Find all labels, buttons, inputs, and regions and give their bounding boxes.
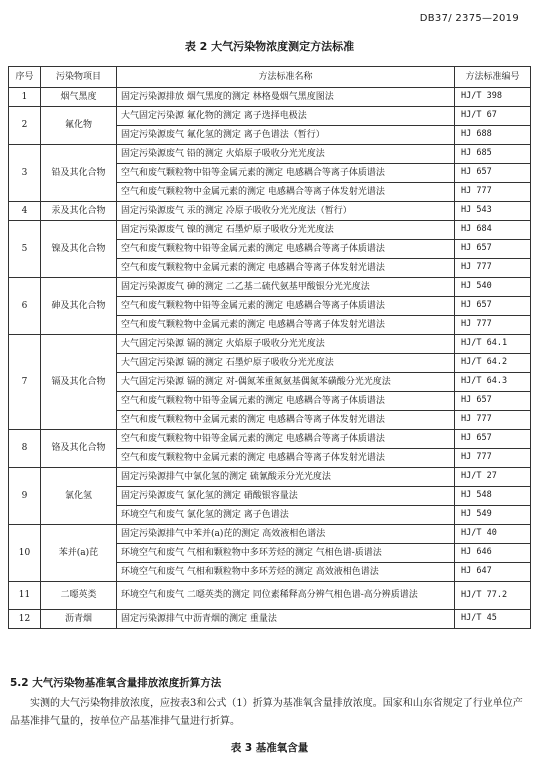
table-row — [9, 221, 531, 240]
method-code: HJ 549 — [455, 506, 531, 525]
pollutant-name: 镉及其化合物 — [41, 335, 117, 430]
method-code: HJ 777 — [455, 316, 531, 335]
method-name: 空气和废气颗粒物中金属元素的测定 电感耦合等离子体发射光谱法 — [117, 183, 455, 202]
table-row — [9, 525, 531, 544]
row-number: 11 — [9, 582, 41, 610]
table-row — [9, 88, 531, 107]
pollutant-name: 氟化物 — [41, 107, 117, 145]
method-name: 固定污染源废气 汞的测定 冷原子吸收分光光度法（暂行） — [117, 202, 455, 221]
method-code: HJ 548 — [455, 487, 531, 506]
col-header-method-name: 方法标准名称 — [117, 67, 455, 88]
method-name: 环境空气和废气 气相和颗粒物中多环芳烃的测定 高效液相色谱法 — [117, 563, 455, 582]
section-5-2-heading: 5.2 大气污染物基准氧含量排放浓度折算方法 — [10, 677, 222, 689]
method-code: HJ 657 — [455, 392, 531, 411]
table-row — [9, 582, 531, 610]
pollutant-name: 砷及其化合物 — [41, 278, 117, 335]
method-name: 固定污染源排气中沥青烟的测定 重量法 — [117, 610, 455, 629]
pollutant-name: 二噁英类 — [41, 582, 117, 610]
pollutant-name: 汞及其化合物 — [41, 202, 117, 221]
table-row — [9, 335, 531, 354]
row-number: 7 — [9, 335, 41, 430]
col-header-pollutant: 污染物项目 — [41, 67, 117, 88]
method-name: 大气固定污染源 镉的测定 对-偶氮苯重氮氨基偶氮苯磺酸分光光度法 — [117, 373, 455, 392]
method-code: HJ/T 67 — [455, 107, 531, 126]
row-number: 4 — [9, 202, 41, 221]
method-name: 空气和废气颗粒物中铅等金属元素的测定 电感耦合等离子体质谱法 — [117, 297, 455, 316]
table-row — [9, 468, 531, 487]
method-name: 空气和废气颗粒物中铅等金属元素的测定 电感耦合等离子体质谱法 — [117, 430, 455, 449]
method-standards-table — [8, 66, 531, 629]
row-number: 3 — [9, 145, 41, 202]
method-name: 空气和废气颗粒物中铅等金属元素的测定 电感耦合等离子体质谱法 — [117, 240, 455, 259]
row-number: 10 — [9, 525, 41, 582]
method-code: HJ 688 — [455, 126, 531, 145]
method-name: 空气和废气颗粒物中金属元素的测定 电感耦合等离子体发射光谱法 — [117, 259, 455, 278]
method-name: 固定污染源废气 氯化氢的测定 硝酸银容量法 — [117, 487, 455, 506]
method-code: HJ/T 64.3 — [455, 373, 531, 392]
pollutant-name: 烟气黑度 — [41, 88, 117, 107]
row-number: 1 — [9, 88, 41, 107]
method-code: HJ 657 — [455, 430, 531, 449]
row-number: 8 — [9, 430, 41, 468]
method-code: HJ 540 — [455, 278, 531, 297]
method-name: 固定污染源排气中氯化氢的测定 硫氰酸汞分光光度法 — [117, 468, 455, 487]
method-code: HJ/T 77.2 — [455, 582, 531, 610]
row-number: 6 — [9, 278, 41, 335]
method-code: HJ 777 — [455, 183, 531, 202]
row-number: 9 — [9, 468, 41, 525]
method-code: HJ/T 27 — [455, 468, 531, 487]
method-name: 空气和废气颗粒物中铅等金属元素的测定 电感耦合等离子体质谱法 — [117, 392, 455, 411]
method-name: 环境空气和废气 气相和颗粒物中多环芳烃的测定 气相色谱-质谱法 — [117, 544, 455, 563]
method-name: 大气固定污染源 镉的测定 火焰原子吸收分光光度法 — [117, 335, 455, 354]
method-code: HJ/T 398 — [455, 88, 531, 107]
table-row — [9, 278, 531, 297]
table-row — [9, 202, 531, 221]
standard-code: DB37/ 2375—2019 — [419, 13, 519, 24]
row-number: 5 — [9, 221, 41, 278]
method-name: 空气和废气颗粒物中金属元素的测定 电感耦合等离子体发射光谱法 — [117, 411, 455, 430]
method-code: HJ 777 — [455, 259, 531, 278]
section-5-2-paragraph: 实测的大气污染物排放浓度，应按表3和公式（1）折算为基准氧含量排放浓度。国家和山东省规定了行业单位产品基准排气量的，按单位产品基准排气量进行折算。 — [10, 698, 523, 727]
method-code: HJ/T 64.2 — [455, 354, 531, 373]
method-code: HJ/T 40 — [455, 525, 531, 544]
pollutant-name: 氯化氢 — [41, 468, 117, 525]
method-name: 固定污染源废气 铅的测定 火焰原子吸收分光光度法 — [117, 145, 455, 164]
method-name: 大气固定污染源 氟化物的测定 离子选择电极法 — [117, 107, 455, 126]
pollutant-name: 铬及其化合物 — [41, 430, 117, 468]
col-header-method-code: 方法标准编号 — [455, 67, 531, 88]
method-code: HJ 543 — [455, 202, 531, 221]
method-name: 固定污染源排气中苯并(a)芘的测定 高效液相色谱法 — [117, 525, 455, 544]
method-code: HJ 657 — [455, 164, 531, 183]
method-code: HJ 657 — [455, 297, 531, 316]
method-name: 固定污染源废气 砷的测定 二乙基二硫代氨基甲酸银分光光度法 — [117, 278, 455, 297]
table-row — [9, 107, 531, 126]
pollutant-name: 镍及其化合物 — [41, 221, 117, 278]
table-header-row — [9, 67, 531, 88]
row-number: 2 — [9, 107, 41, 145]
pollutant-name: 沥青烟 — [41, 610, 117, 629]
method-name: 大气固定污染源 镉的测定 石墨炉原子吸收分光光度法 — [117, 354, 455, 373]
method-code: HJ/T 64.1 — [455, 335, 531, 354]
method-code: HJ 777 — [455, 411, 531, 430]
method-name: 固定污染源废气 氟化氢的测定 离子色谱法（暂行） — [117, 126, 455, 145]
method-name: 固定污染源排放 烟气黑度的测定 林格曼烟气黑度图法 — [117, 88, 455, 107]
method-code: HJ/T 45 — [455, 610, 531, 629]
method-code: HJ 646 — [455, 544, 531, 563]
method-name: 固定污染源废气 镍的测定 石墨炉原子吸收分光光度法 — [117, 221, 455, 240]
method-code: HJ 657 — [455, 240, 531, 259]
col-header-no: 序号 — [9, 67, 41, 88]
method-code: HJ 684 — [455, 221, 531, 240]
method-name: 环境空气和废气 二噁英类的测定 同位素稀释高分辨气相色谱-高分辨质谱法 — [117, 582, 455, 610]
method-name: 空气和废气颗粒物中金属元素的测定 电感耦合等离子体发射光谱法 — [117, 449, 455, 468]
pollutant-name: 苯并(a)芘 — [41, 525, 117, 582]
pollutant-name: 铅及其化合物 — [41, 145, 117, 202]
method-code: HJ 685 — [455, 145, 531, 164]
table-row — [9, 145, 531, 164]
method-name: 空气和废气颗粒物中铅等金属元素的测定 电感耦合等离子体质谱法 — [117, 164, 455, 183]
table-3-title: 表 3 基准氧含量 — [230, 742, 309, 754]
table-row — [9, 430, 531, 449]
method-code: HJ 777 — [455, 449, 531, 468]
table-2-title: 表 2 大气污染物浓度测定方法标准 — [184, 40, 355, 53]
method-name: 空气和废气颗粒物中金属元素的测定 电感耦合等离子体发射光谱法 — [117, 316, 455, 335]
row-number: 12 — [9, 610, 41, 629]
method-code: HJ 647 — [455, 563, 531, 582]
method-name: 环境空气和废气 氯化氢的测定 离子色谱法 — [117, 506, 455, 525]
table-row — [9, 610, 531, 629]
